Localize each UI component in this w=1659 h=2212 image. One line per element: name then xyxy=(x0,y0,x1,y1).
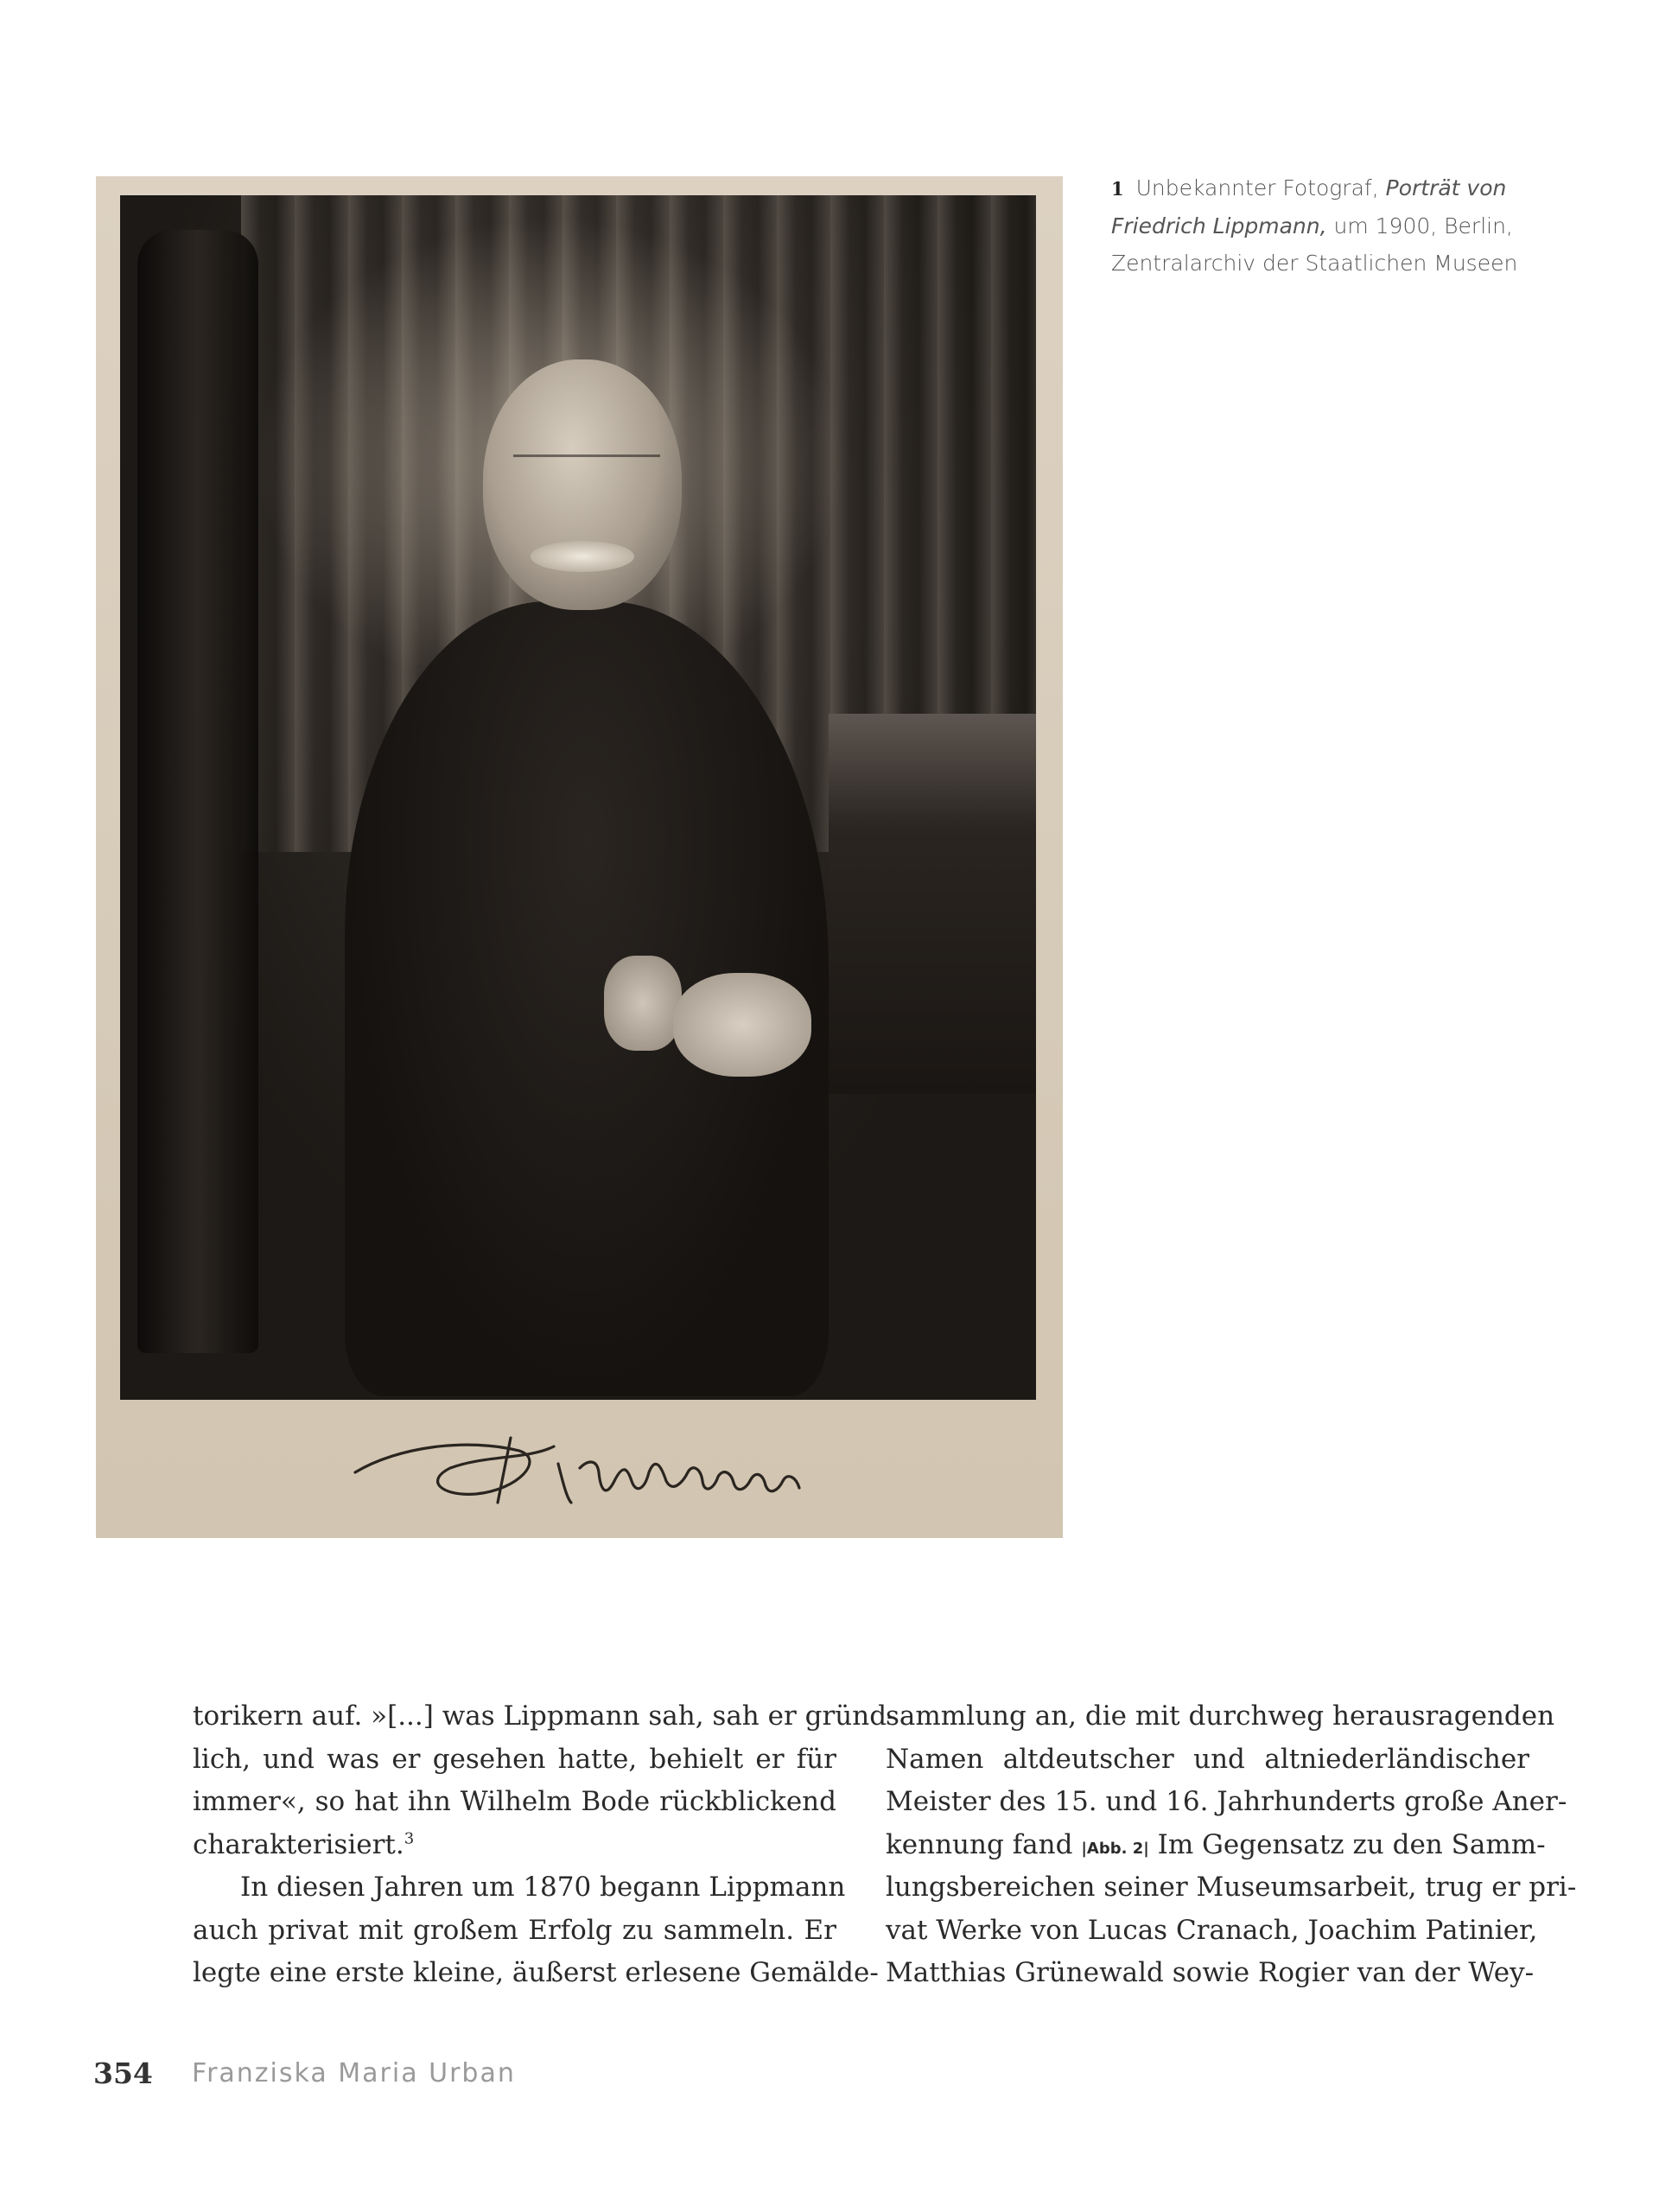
text-column-left xyxy=(193,1695,896,1995)
text-line xyxy=(886,1824,1546,1867)
sitter-mustache xyxy=(531,541,634,572)
caption-title: Porträt von Friedrich Lippmann, xyxy=(1111,175,1507,238)
text-line: auch privat mit großem Erfolg zu sammeln. Er xyxy=(193,1914,836,1946)
text-line: vat Werke von Lucas Cranach, Joachim Patinier, xyxy=(886,1914,1538,1946)
text-line: torikern auf. »[...] was Lippmann sah, sah er gründ- xyxy=(193,1700,896,1732)
figure-number: 1 xyxy=(1111,178,1124,200)
text-line: In diesen Jahren um 1870 begann Lippmann xyxy=(240,1872,846,1903)
handwritten-signature xyxy=(346,1421,830,1524)
chair-back xyxy=(137,230,258,1353)
text-line: immer«, so hat ihn Wilhelm Bode rückblickend xyxy=(193,1786,836,1817)
photo-print xyxy=(120,195,1036,1400)
footnote-reference[interactable]: 3 xyxy=(404,1829,415,1848)
text-fragment: charakterisiert. xyxy=(193,1828,404,1860)
text-line: sammlung an, die mit durchweg herausragenden xyxy=(886,1700,1555,1732)
text-fragment: Im Gegensatz zu den Samm- xyxy=(1157,1828,1546,1860)
page-number: 354 xyxy=(93,2056,153,2090)
text-line: Namen altdeutscher und altniederländischer xyxy=(886,1743,1529,1775)
text-line: legte eine erste kleine, äußerst erlesene Gemälde- xyxy=(193,1957,879,1988)
sitter-hand-left xyxy=(604,956,682,1051)
sitter-glasses xyxy=(513,454,660,486)
text-line: lungsbereichen seiner Museumsarbeit, trug er pri- xyxy=(886,1872,1577,1903)
text-line: Meister des 15. und 16. Jahrhunderts große Aner- xyxy=(886,1786,1567,1817)
text-line: Matthias Grünewald sowie Rogier van der Wey- xyxy=(886,1957,1535,1988)
text-line: lich, und was er gesehen hatte, behielt er für xyxy=(193,1743,836,1775)
portrait-photograph xyxy=(96,176,1063,1538)
running-footer-author: Franziska Maria Urban xyxy=(192,2058,516,2088)
figure-reference[interactable]: |Abb. 2| xyxy=(1081,1839,1149,1858)
figure-caption xyxy=(1111,169,1560,282)
caption-suffix: um 1900, Berlin, Zentralarchiv der Staatlichen Museen xyxy=(1111,213,1518,276)
text-line xyxy=(193,1824,836,1867)
side-table xyxy=(829,714,1036,1094)
caption-prefix: Unbekannter Fotograf, xyxy=(1135,175,1379,200)
text-fragment: kennung fand xyxy=(886,1828,1073,1860)
text-column-right xyxy=(886,1695,1577,1995)
sitter-hand-right xyxy=(673,973,811,1077)
